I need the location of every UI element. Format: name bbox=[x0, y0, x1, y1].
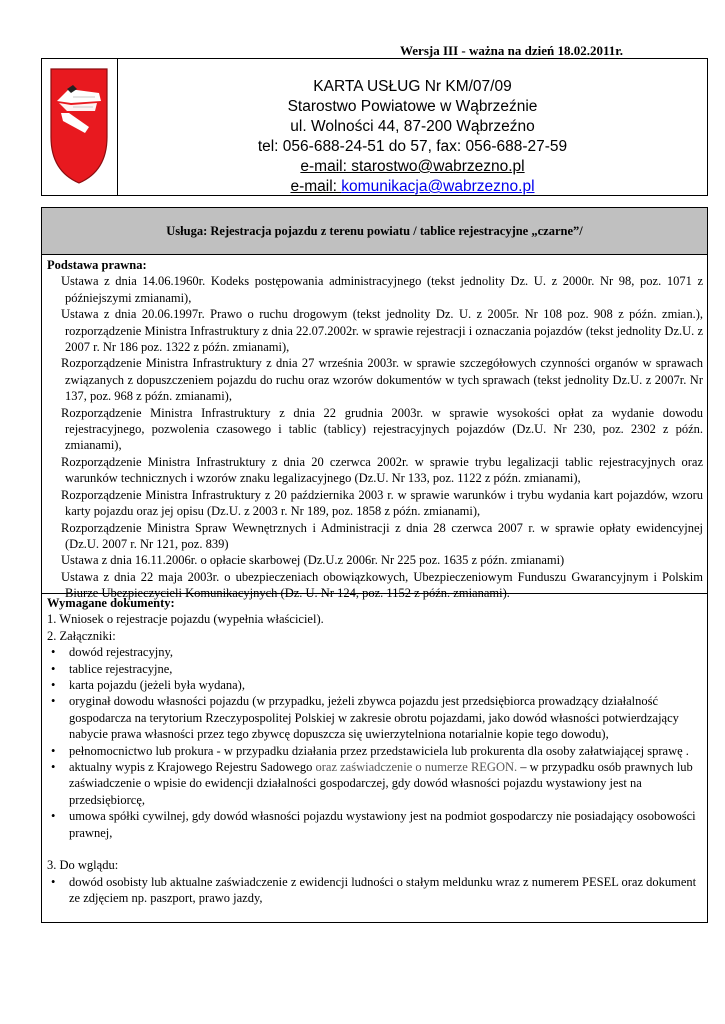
office-info bbox=[118, 77, 707, 197]
office-phone: tel: 056-688-24-51 do 57, fax: 056-688-27-59 bbox=[257, 138, 568, 155]
email-starostwo[interactable]: e-mail: starostwo@wabrzezno.pl bbox=[300, 158, 525, 175]
required-documents-section bbox=[47, 595, 703, 906]
list-item: • oryginał dowodu własności pojazdu (w przypadku, jeżeli zbywca pojazdu jest przedsiębiorca prowadzący działalność gospodarcza na terytorium Rzeczypospolitej Polskiej w zakresie obrotu pojazdami, jako dowód własności potwierdzający nabycie prawa własności przez tego zbywcę dopuszcza się uwierzytelniona notarialnie kopie tego dowodu), bbox=[47, 693, 703, 742]
regon-text: oraz zaświadczenie o numerze REGON. bbox=[315, 760, 518, 775]
section-divider bbox=[42, 593, 707, 594]
header-box bbox=[41, 58, 708, 196]
office-address: ul. Wolności 44, 87-200 Wąbrzeźno bbox=[290, 118, 535, 135]
legal-item: Ustawa z dnia 22 maja 2003r. o ubezpieczeniach obowiązkowych, Ubezpieczeniowym Funduszu Gwarancyjnym i Polskim Biurze Ubezpieczycieli Komunikacyjnych (Dz. U. Nr 124, poz. 1152 z późn. zmianami). bbox=[61, 569, 703, 601]
legal-item: Rozporządzenie Ministra Infrastruktury z dnia 27 września 2003r. w sprawie szczegółowych czynności organów w sprawach związanych z dopuszczeniem pojazdu do ruchu oraz wzorów dokumentów w tych sprawach (tekst jednolity Dz.U. z 2007r. Nr 137, poz. 968 z późn. zmianami), bbox=[61, 356, 703, 404]
spacer bbox=[47, 841, 703, 857]
coat-of-arms-icon bbox=[49, 67, 109, 185]
legal-item: Ustawa z dnia 14.06.1960r. Kodeks postępowania administracyjnego (tekst jednolity Dz. U. z 2000r. Nr 98, poz. 1071 z późniejszymi zmianami), bbox=[61, 274, 703, 305]
legal-basis-section bbox=[47, 257, 703, 602]
email-prefix: e-mail: bbox=[290, 178, 342, 195]
list-item: • karta pojazdu (jeżeli była wydana), bbox=[47, 677, 703, 693]
list-item: • pełnomocnictwo lub prokura - w przypadku działania przez przedstawiciela lub prokurenta dla osoby załatwiającej sprawę . bbox=[47, 743, 703, 759]
point-attachments: 2. Załączniki: bbox=[47, 628, 116, 643]
logo-cell bbox=[42, 59, 118, 195]
documents-heading: Wymagane dokumenty: bbox=[47, 596, 175, 610]
list-item: • dowód rejestracyjny, bbox=[47, 644, 703, 660]
list-item: • tablice rejestracyjne, bbox=[47, 661, 703, 677]
list-item-krs bbox=[47, 759, 703, 808]
legal-item: Rozporządzenie Ministra Infrastruktury z dnia 20 czerwca 2002r. w sprawie trybu legalizacji tablic rejestracyjnych oraz warunków technicznych i wzorów znaku legalizacyjnego (Dz.U. Nr 133, poz. 1122 z późn. zmianami), bbox=[61, 454, 703, 486]
legal-basis-heading: Podstawa prawna: bbox=[47, 258, 147, 272]
attachments-list bbox=[47, 644, 703, 841]
list-item: • dowód osobisty lub aktualne zaświadczenie z ewidencji ludności o stałym meldunku wraz z numerem PESEL oraz dokument ze zdjęciem np. paszport, prawo jazdy, bbox=[47, 874, 703, 907]
point-inspection: 3. Do wglądu: bbox=[47, 858, 119, 873]
legal-item: Rozporządzenie Ministra Infrastruktury z 20 października 2003 r. w sprawie warunków i trybu wydania kart pojazdów, wzoru karty pojazdu oraz jej opisu (Dz.U. z 2003 r. Nr 189, poz. 1858 z późn. zmianami), bbox=[61, 487, 703, 519]
version-note: Wersja III - ważna na dzień 18.02.2011r. bbox=[400, 43, 624, 58]
service-card bbox=[41, 207, 708, 923]
legal-item: Rozporządzenie Ministra Infrastruktury z dnia 22 grudnia 2003r. w sprawie wysokości opłat za wydanie dowodu rejestracyjnego, pozwolenia czasowego i tablic (tablicy) rejestracyjnych pojazdów (Dz.U. Nr 230, poz. 2302 z późn. zmianami), bbox=[61, 405, 703, 453]
email-komunikacja bbox=[118, 177, 707, 197]
legal-item: Rozporządzenie Ministra Spraw Wewnętrznych i Administracji z dnia 28 czerwca 2007 r. w sprawie opłaty ewidencyjnej (Dz.U. 2007 r. Nr 121, poz. 839) bbox=[61, 520, 703, 551]
email-komunikacja-link[interactable]: komunikacja@wabrzezno.pl bbox=[341, 178, 535, 195]
office-name: Starostwo Powiatowe w Wąbrzeźnie bbox=[287, 98, 538, 115]
legal-item: Ustawa z dnia 16.11.2006r. o opłacie skarbowej (Dz.U.z 2006r. Nr 225 poz. 1635 z późn. zmianami) bbox=[61, 553, 565, 568]
service-title: Usługa: Rejestracja pojazdu z terenu powiatu / tablice rejestracyjne „czarne”/ bbox=[42, 208, 707, 255]
list-item: • umowa spółki cywilnej, gdy dowód własności pojazdu wystawiony jest na podmiot gospodarczy nie posiadający osobowości prawnej, bbox=[47, 808, 703, 841]
inspection-list bbox=[47, 874, 703, 907]
legal-item: Ustawa z dnia 20.06.1997r. Prawo o ruchu drogowym (tekst jednolity Dz. U. z 2005r. Nr 108 poz. 908 z późn. zmian.), rozporządzenie Ministra Infrastruktury z dnia 22.07.2002r. w sprawie rejestracji i oznaczania pojazdów (tekst jednolity Dz.U. z 2007 r. Nr 186 poz. 1322 z późn. zmianami), bbox=[61, 307, 703, 355]
point-application: 1. Wniosek o rejestracje pojazdu (wypełnia właściciel). bbox=[47, 612, 324, 627]
krs-text: aktualny wypis z Krajowego Rejestru Sadowego bbox=[69, 760, 316, 775]
card-title: KARTA USŁUG Nr KM/07/09 bbox=[313, 78, 512, 95]
krs-text-continued: – w przypadku osób prawnych lub zaświadczenie o wpisie do ewidencji działalności gospodarczej, gdy dowód własności pojazdu wystawiony jest na przedsiębiorcę, bbox=[69, 760, 693, 807]
